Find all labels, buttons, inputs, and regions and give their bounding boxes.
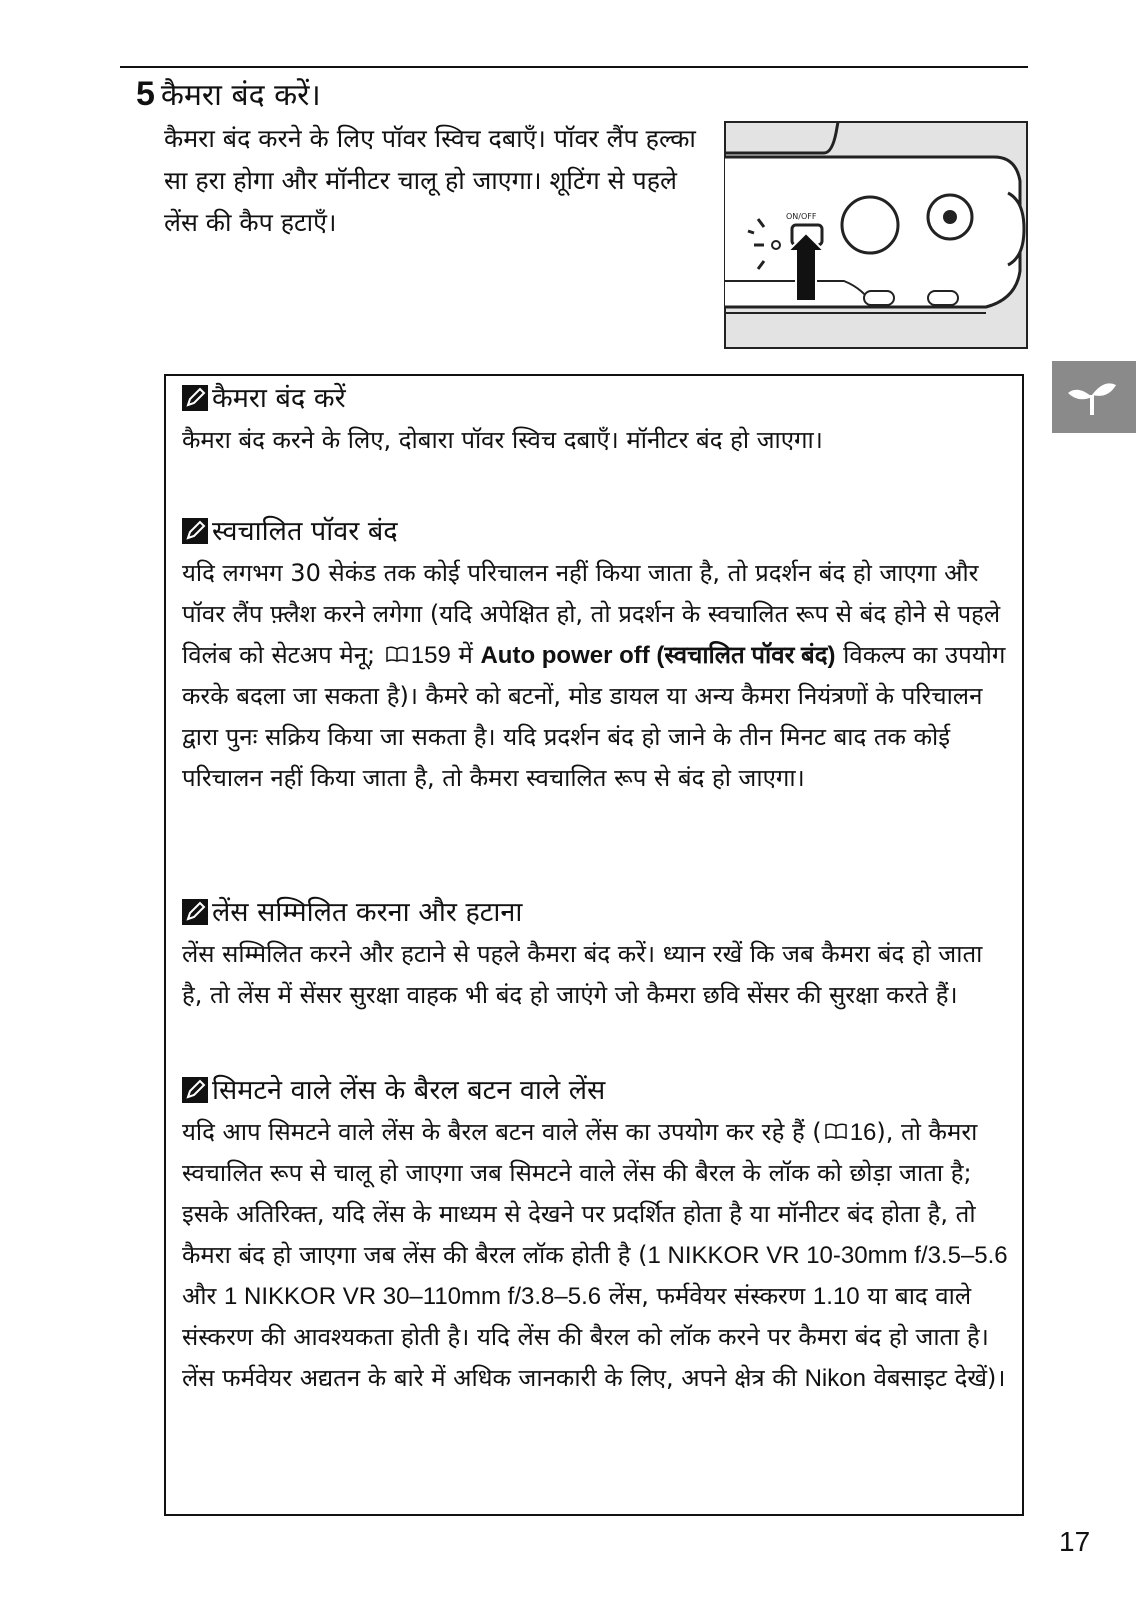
note-title: कैमरा बंद करें bbox=[212, 383, 346, 414]
note-heading bbox=[182, 511, 1008, 553]
note-auto-power-off bbox=[182, 511, 1008, 799]
note-title: स्वचालित पॉवर बंद bbox=[212, 516, 398, 547]
menu-item-name: Auto power off (स्वचालित पॉवर बंद) bbox=[480, 642, 836, 669]
note-heading bbox=[182, 1070, 1008, 1112]
note-text: यदि आप सिमटने वाले लेंस के बैरल बटन वाले लेंस का उपयोग कर रहे हैं ( bbox=[182, 1118, 822, 1146]
note-text: वेबसाइट देखें)। bbox=[873, 1364, 1006, 1392]
note-body bbox=[182, 553, 1008, 799]
note-text: या बाद वाले संस्करण की आवश्यकता होती है। यदि लेंस की बैरल को लॉक करने पर कैमरा बंद हो जाता है। लेंस फर्मवेयर अद्यतन के बारे में अधिक जानकारी के लिए, अपने क्षेत्र की bbox=[182, 1282, 989, 1392]
note-text: विकल्प का उपयोग करके बदला जा सकता है)। कैमरे को बटनों, मोड डायल या अन्य कैमरा नियंत्रणों के परिचालन द्वारा पुनः सक्रिय किया जा सकता है। यदि प्रदर्शन बंद हो जाने के तीन मिनट बाद तक कोई परिचालन नहीं किया जाता है, तो कैमरा स्वचालित रूप से बंद हो जाएगा। bbox=[182, 641, 1006, 792]
lens-model: 1 NIKKOR VR 30–110mm f/3.8–5.6 bbox=[224, 1283, 602, 1310]
book-icon bbox=[385, 635, 409, 676]
note-text: लेंस, फर्मवेयर संस्करण bbox=[608, 1282, 806, 1310]
note-heading bbox=[182, 378, 1008, 420]
lens-model: 1 NIKKOR VR 10-30mm f/3.5–5.6 bbox=[647, 1242, 1008, 1269]
note-retractable-lens bbox=[182, 1070, 1008, 1399]
book-icon bbox=[824, 1112, 848, 1153]
note-text: ), तो कैमरा स्वचालित रूप से चालू हो जाएगा जब सिमटने वाले लेंस की बैरल के लॉक को छोड़ा जाता है; इसके अतिरिक्त, यदि लेंस के माध्यम से देखने पर प्रदर्शित होता है या मॉनीटर बंद होता है, तो कैमरा बंद हो जाएगा जब लेंस की बैरल लॉक होती है ( bbox=[182, 1118, 978, 1269]
top-rule bbox=[120, 66, 1028, 68]
note-body: लेंस सम्मिलित करने और हटाने से पहले कैमरा बंद करें। ध्यान रखें कि जब कैमरा बंद हो जाता है, तो लेंस में सेंसर सुरक्षा वाहक भी बंद हो जाएंगे जो कैमरा छवि सेंसर की सुरक्षा करते हैं। bbox=[182, 940, 983, 1009]
note-camera-off bbox=[182, 378, 1008, 461]
note-text: यदि लगभग 30 सेकंड तक कोई परिचालन नहीं किया जाता है, तो प्रदर्शन बंद हो जाएगा और पॉवर लैंप फ़्लैश करने लगेगा (यदि अपेक्षित हो, तो प्रदर्शन के स्वचालित रूप से बंद होने से पहले विलंब को सेटअप मेनू; bbox=[182, 559, 1001, 669]
brand-name: Nikon bbox=[804, 1365, 866, 1392]
page-reference: 16 bbox=[849, 1119, 877, 1146]
camera-power-switch-illustration bbox=[724, 121, 1028, 349]
note-title: लेंस सम्मिलित करना और हटाना bbox=[212, 897, 523, 928]
step-5 bbox=[136, 72, 696, 244]
pencil-note-icon bbox=[182, 518, 208, 544]
firmware-version: 1.10 bbox=[812, 1283, 860, 1310]
note-title: सिमटने वाले लेंस के बैरल बटन वाले लेंस bbox=[212, 1075, 606, 1106]
sprout-icon bbox=[1064, 375, 1120, 419]
step-title: कैमरा बंद करें। bbox=[160, 78, 321, 113]
step-number: 5 bbox=[136, 75, 155, 113]
note-lens-attach-remove bbox=[182, 892, 1008, 1016]
notes-box bbox=[164, 374, 1024, 1516]
note-body: कैमरा बंद करने के लिए, दोबारा पॉवर स्विच दबाएँ। मॉनीटर बंद हो जाएगा। bbox=[182, 426, 823, 454]
note-body bbox=[182, 1112, 1008, 1399]
note-heading bbox=[182, 892, 1008, 934]
chapter-tab bbox=[1052, 361, 1136, 433]
step-body: कैमरा बंद करने के लिए पॉवर स्विच दबाएँ। पॉवर लैंप हल्का सा हरा होगा और मॉनीटर चालू हो जाएगा। शूटिंग से पहले लेंस की कैप हटाएँ। bbox=[164, 124, 696, 237]
note-text: और bbox=[182, 1282, 217, 1310]
pencil-note-icon bbox=[182, 899, 208, 925]
pencil-note-icon bbox=[182, 1077, 208, 1103]
page-reference: 159 bbox=[410, 642, 451, 669]
switch-label: ON/OFF bbox=[786, 212, 817, 221]
note-text: में bbox=[458, 641, 473, 669]
page-number: 17 bbox=[1059, 1526, 1091, 1557]
pencil-note-icon bbox=[182, 385, 208, 411]
step-heading bbox=[136, 72, 696, 118]
